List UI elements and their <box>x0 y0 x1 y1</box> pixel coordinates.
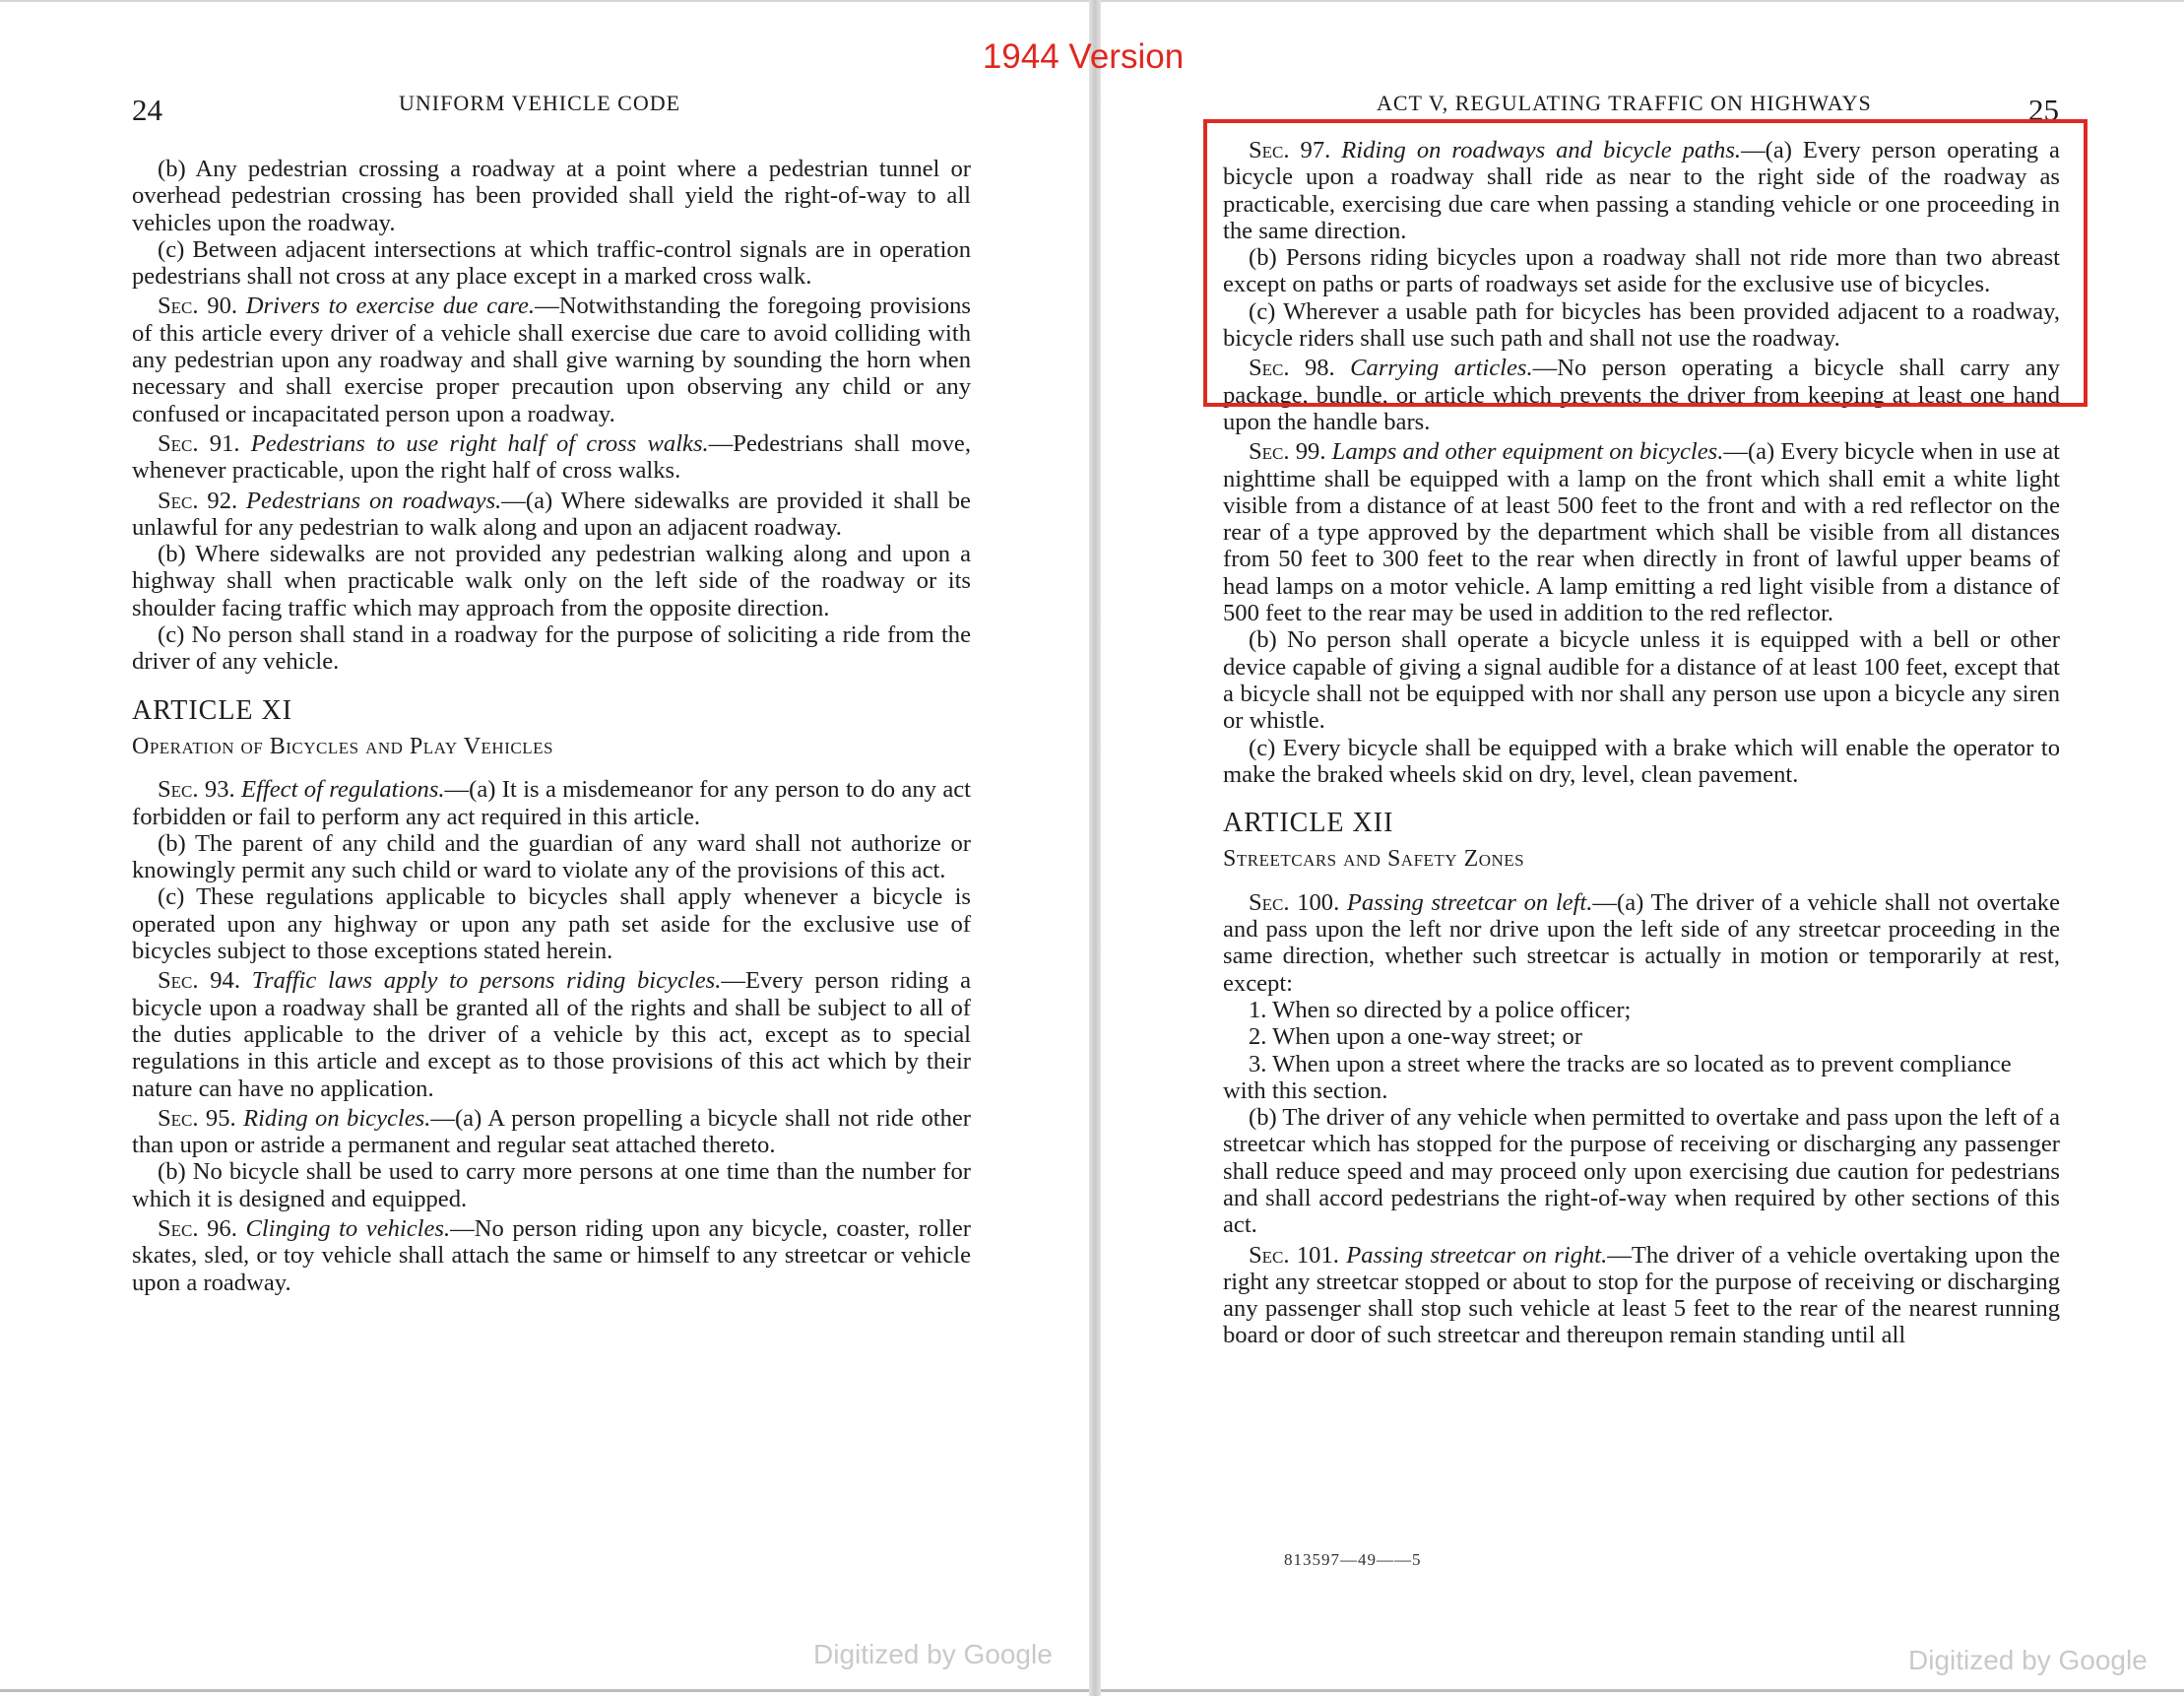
section-text: —Notwithstanding the foregoing provisions of this article every driver of a vehicle shall exercise due care to avoid colliding with any pedestrian upon any roadway and shall give warning by sounding the horn when necessary and shall exercise proper precaution upon observing any child or any confused or incapacitated person upon a roadway. <box>132 293 971 427</box>
section-number: Sec. 92. <box>158 487 238 514</box>
section-paragraph <box>1223 438 2060 626</box>
paragraph: (b) Where sidewalks are not provided any pedestrian walking along and upon a highway shall when practicable walk only on the left side of the roadway or its shoulder facing traffic which may approach from the opposite direction. <box>132 541 971 621</box>
right-page-number: 25 <box>2028 93 2059 127</box>
right-text-column <box>1223 134 2060 1349</box>
bottom-border <box>1101 1689 2184 1692</box>
section-paragraph <box>132 1105 971 1159</box>
book-gutter <box>1089 0 1101 1696</box>
article-subheading: Operation of Bicycles and Play Vehicles <box>132 733 553 759</box>
section-paragraph <box>1223 1242 2060 1349</box>
section-number: Sec. 93. <box>158 776 235 804</box>
section-text: —Every person riding a bicycle upon a roadway shall be granted all of the rights and shall be subject to all of the duties applicable to the driver of a vehicle by this act, except as to special regulations in this article and except as to those provisions of this act which by their nature can have no application. <box>132 967 971 1102</box>
section-number: Sec. 101. <box>1249 1241 1339 1269</box>
section-text: —Pedestrians shall move, whenever practicable, upon the right half of cross walks. <box>132 429 971 485</box>
section-paragraph <box>132 1215 971 1296</box>
section-number: Sec. 94. <box>158 967 240 995</box>
section-title: Riding on bicycles. <box>243 1104 431 1132</box>
section-number: Sec. 97. <box>1249 137 1331 163</box>
section-text: —(a) The driver of a vehicle shall not overtake and pass upon the left nor drive upon the left side of any streetcar proceeding in the same direction, whether such streetcar is actually in motion or temporarily at rest, except: <box>1223 888 2060 997</box>
paragraph: (b) No person shall operate a bicycle unless it is equipped with a bell or other device capable of giving a signal audible for a distance of at least 100 feet, except that a bicycle shall not be equipped with nor shall any person use upon a bicycle any siren or whistle. <box>1223 626 2060 735</box>
section-paragraph <box>132 488 971 542</box>
left-page-number: 24 <box>132 93 162 127</box>
list-item: 1. When so directed by a police officer; <box>1249 996 1632 1023</box>
section-title: Carrying articles. <box>1350 355 1533 382</box>
paragraph: (c) Between adjacent intersections at which traffic-control signals are in operation pedestrians shall not cross at any place except in a marked cross walk. <box>132 235 971 291</box>
section-text: —(a) Every person operating a bicycle upon a roadway shall ride as near to the right side of the roadway as practicable, exercising due care when passing a standing vehicle or one proceeding in the same direction. <box>1223 137 2060 244</box>
print-code: 813597—49——5 <box>1284 1550 1422 1569</box>
section-title: Lamps and other equipment on bicycles. <box>1331 438 1724 466</box>
section-text: —(a) A person propelling a bicycle shall not ride other than upon or astride a permanent and regular seat attached thereto. <box>132 1104 971 1159</box>
paragraph: (c) Wherever a usable path for bicycles has been provided adjacent to a roadway, bicycle riders shall use such path and shall not use the roadway. <box>1223 297 2060 353</box>
left-running-head: UNIFORM VEHICLE CODE <box>399 91 681 115</box>
section-text: —(a) It is a misdemeanor for any person to do any act forbidden or fail to perform any act required in this article. <box>132 776 971 830</box>
list-item: 3. When upon a street where the tracks are so located as to prevent compliance with this section. <box>1223 1050 2012 1104</box>
section-number: Sec. 98. <box>1249 355 1335 382</box>
bottom-border <box>0 1689 1089 1692</box>
article-subheading: Streetcars and Safety Zones <box>1223 846 1525 873</box>
article-heading: ARTICLE XI <box>132 694 293 726</box>
paragraph: (b) No bicycle shall be used to carry more persons at one time than the number for which it is designed and equipped. <box>132 1158 971 1212</box>
watermark-right: Digitized by Google <box>1908 1645 2148 1675</box>
section-title: Traffic laws apply to persons riding bicycles. <box>251 967 722 995</box>
section-paragraph <box>132 967 971 1101</box>
section-title: Clinging to vehicles. <box>245 1214 451 1242</box>
list-item: 2. When upon a one-way street; or <box>1249 1023 1582 1051</box>
paragraph: (c) Every bicycle shall be equipped with a brake which will enable the operator to make the braked wheels skid on dry, level, clean pavement. <box>1223 734 2060 788</box>
article-heading: ARTICLE XII <box>1223 808 1394 839</box>
section-number: Sec. 90. <box>158 293 238 320</box>
section-paragraph <box>132 776 971 830</box>
paragraph: (b) The parent of any child and the guardian of any ward shall not authorize or knowingly permit any such child or ward to violate any of the provisions of this act. <box>132 829 971 884</box>
paragraph: (c) These regulations applicable to bicycles shall apply whenever a bicycle is operated upon any highway or upon any path set aside for the exclusive use of bicycles subject to those exceptions stated herein. <box>132 883 971 965</box>
section-paragraph <box>132 293 971 426</box>
left-text-column <box>132 156 971 1296</box>
top-border <box>0 0 1089 2</box>
paragraph: (b) Persons riding bicycles upon a roadway shall not ride more than two abreast except on paths or parts of roadways set aside for the exclusive use of bicycles. <box>1223 244 2060 298</box>
section-title: Passing streetcar on right. <box>1346 1241 1608 1269</box>
paragraph: (c) No person shall stand in a roadway for the purpose of soliciting a ride from the driver of any vehicle. <box>132 621 971 676</box>
section-text: —The driver of a vehicle overtaking upon the right any streetcar stopped or about to stop for the purpose of receiving or discharging any passenger shall stop such vehicle at least 5 feet to the rear of the nearest running board or door of such streetcar and thereupon remain standing until all <box>1223 1241 2060 1349</box>
section-paragraph <box>1223 355 2060 435</box>
section-text: —(a) Where sidewalks are provided it shall be unlawful for any pedestrian to walk along and upon an adjacent roadway. <box>132 487 971 541</box>
right-running-head: ACT V, REGULATING TRAFFIC ON HIGHWAYS <box>1377 91 1872 115</box>
section-number: Sec. 96. <box>158 1214 237 1242</box>
section-text: —No person riding upon any bicycle, coaster, roller skates, sled, or toy vehicle shall attach the same or himself to any streetcar or vehicle upon a roadway. <box>132 1214 971 1296</box>
section-title: Pedestrians to use right half of cross walks. <box>250 429 709 457</box>
section-text: —No person operating a bicycle shall carry any package, bundle, or article which prevents the driver from keeping at least one hand upon the handle bars. <box>1223 355 2060 435</box>
section-title: Passing streetcar on left. <box>1346 888 1593 916</box>
section-title: Pedestrians on roadways. <box>246 487 502 514</box>
paragraph: (b) The driver of any vehicle when permitted to overtake and pass upon the left of a streetcar which has stopped for the purpose of receiving or discharging any passenger shall reduce speed and may proceed only upon exercising due caution for pedestrians and shall accord pedestrians the right-of-way when required by other sections of this act. <box>1223 1104 2060 1239</box>
section-title: Effect of regulations. <box>241 776 445 804</box>
section-number: Sec. 99. <box>1249 438 1326 466</box>
section-number: Sec. 95. <box>158 1104 236 1132</box>
section-title: Drivers to exercise due care. <box>245 293 536 320</box>
section-number: Sec. 91. <box>158 429 240 457</box>
top-border <box>1101 0 2184 2</box>
section-paragraph <box>132 430 971 485</box>
section-text: —(a) Every bicycle when in use at nighttime shall be equipped with a lamp on the front which shall emit a white light visible from a distance of at least 500 feet to the front and with a red reflector on the rear of a type approved by the department which shall be visible from all distances from 50 feet to 300 feet to the rear when directly in front of lawful upper beams of head lamps on a motor vehicle. A lamp emitting a red light visible from a distance of 500 feet to the rear may be used in addition to the red reflector. <box>1223 438 2060 627</box>
section-paragraph <box>1223 137 2060 244</box>
watermark-left: Digitized by Google <box>813 1639 1053 1669</box>
version-banner: 1944 Version <box>982 37 1185 76</box>
paragraph: (b) Any pedestrian crossing a roadway at a point where a pedestrian tunnel or overhead pedestrian crossing has been provided shall yield the right-of-way to all vehicles upon the roadway. <box>132 156 971 236</box>
section-paragraph <box>1223 889 2060 997</box>
section-title: Riding on roadways and bicycle paths. <box>1341 137 1742 163</box>
section-number: Sec. 100. <box>1249 888 1340 916</box>
